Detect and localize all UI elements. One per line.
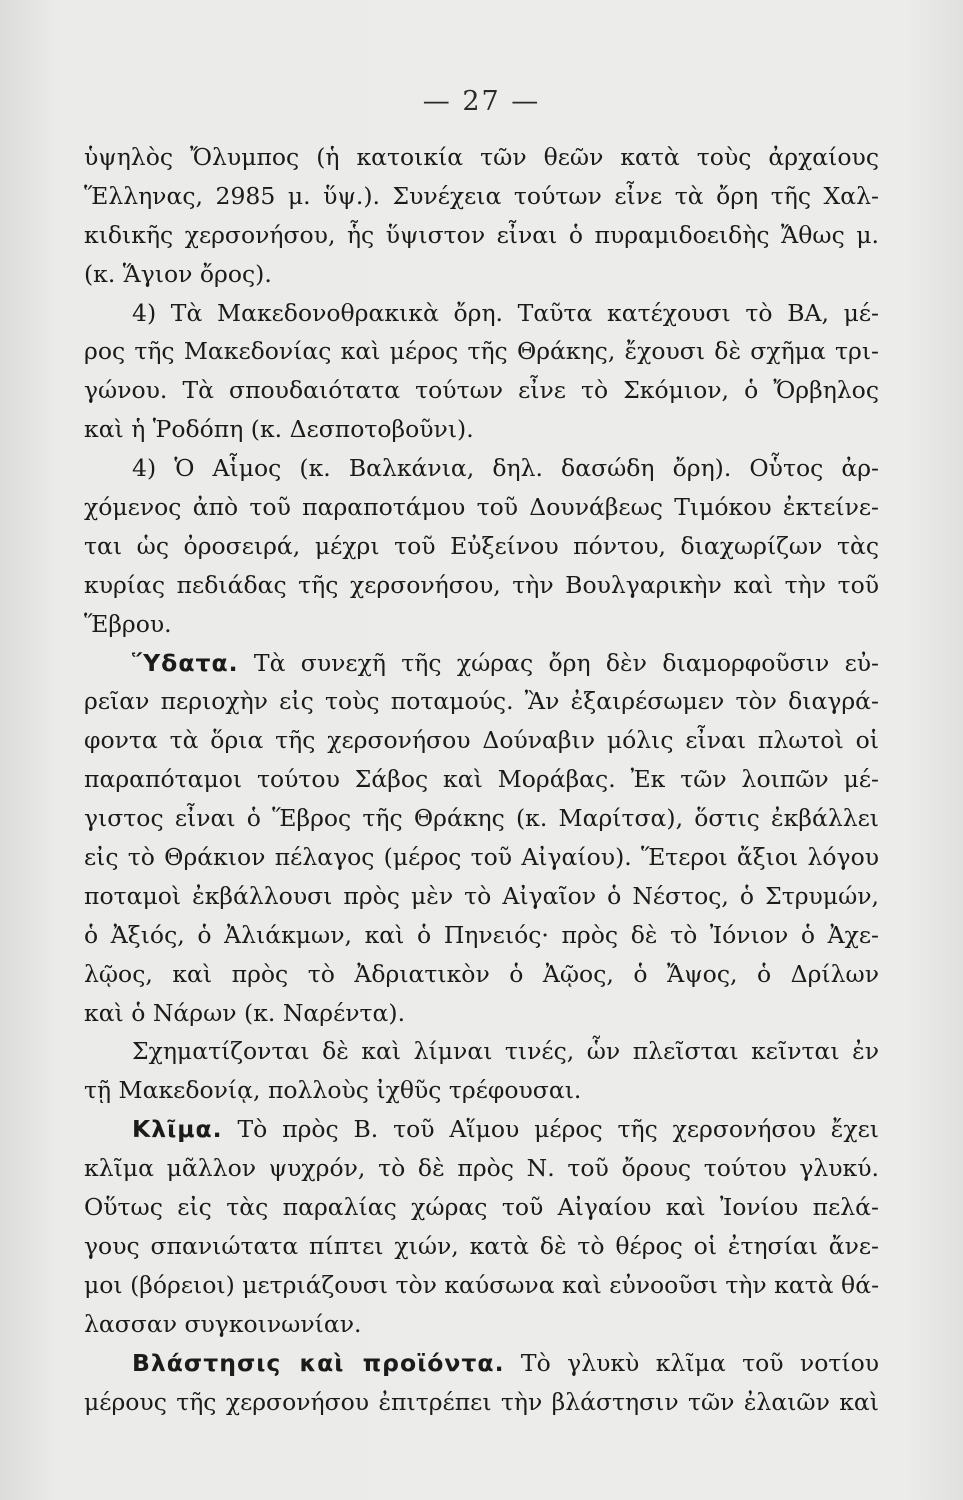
text-line: [84, 1344, 879, 1383]
text-line: ται ὡς ὀροσειρά, μέχρι τοῦ Εὐξείνου πόντου, διαχωρίζων τὰς: [84, 531, 879, 560]
text-line: ὁ Ἀξιός, ὁ Ἀλιάκμων, καὶ ὁ Πηνειός· πρὸς δὲ τὸ Ἰόνιον ὁ Ἀχε-: [84, 920, 879, 949]
text-line: γιστος εἶναι ὁ Ἕβρος τῆς Θράκης (κ. Μαρίτσα), ὅστις ἐκβάλλει: [84, 804, 879, 833]
section-heading: Βλάστησις καὶ προϊόντα.: [132, 1348, 505, 1377]
text-line: 4) Τὰ Μακεδονοθρακικὰ ὄρη. Ταῦτα κατέχουσι τὸ ΒΑ, μέ-: [132, 298, 879, 327]
text-line: καὶ ὁ Νάρων (κ. Ναρέντα).: [84, 998, 406, 1027]
text-line: γους σπανιώτατα πίπτει χιών, κατὰ δὲ τὸ θέρος οἱ ἐτησίαι ἄνε-: [84, 1231, 879, 1260]
text-line: ρος τῆς Μακεδονίας καὶ μέρος τῆς Θράκης, ἔχουσι δὲ σχῆμα τρι-: [84, 337, 879, 366]
text-line: μέρους τῆς χερσονήσου ἐπιτρέπει τὴν βλάστησιν τῶν ἐλαιῶν καὶ: [84, 1387, 879, 1416]
text-line: εἰς τὸ Θράκιον πέλαγος (μέρος τοῦ Αἰγαίου). Ἕτεροι ἄξιοι λόγου: [84, 843, 879, 872]
text-line: κυρίας πεδιάδας τῆς χερσονήσου, τὴν Βουλγαρικὴν καὶ τὴν τοῦ: [84, 570, 879, 599]
text-line: Ἕλληνας, 2985 μ. ὕψ.). Συνέχεια τούτων εἶνε τὰ ὄρη τῆς Χαλ-: [84, 181, 879, 210]
text-line: [84, 644, 879, 683]
text-line: χόμενος ἀπὸ τοῦ παραποτάμου τοῦ Δουνάβεως Τιμόκου ἐκτείνε-: [84, 493, 879, 522]
section-heading: Ὕδατα.: [132, 648, 239, 677]
text-line: παραπόταμοι τούτου Σάβος καὶ Μοράβας. Ἐκ τῶν λοιπῶν μέ-: [84, 765, 879, 794]
section-heading: Κλῖμα.: [132, 1115, 223, 1144]
text-line: ὑψηλὸς Ὄλυμπος (ἡ κατοικία τῶν θεῶν κατὰ τοὺς ἀρχαίους: [84, 143, 879, 171]
text-line: γώνου. Τὰ σπουδαιότατα τούτων εἶνε τὸ Σκόμιον, ὁ Ὄρβηλος: [84, 376, 879, 405]
text-line: λῷος, καὶ πρὸς τὸ Ἀδριατικὸν ὁ Ἀῷος, ὁ Ἄψος, ὁ Δρίλων: [84, 959, 879, 988]
body-text: [84, 138, 879, 1421]
line-text: Τὸ γλυκὺ κλῖμα τοῦ νοτίου: [504, 1348, 879, 1377]
line-text: Τὰ συνεχῆ τῆς χώρας ὄρη δὲν διαμορφοῦσιν εὐ-: [238, 648, 879, 677]
text-line: Σχηματίζονται δὲ καὶ λίμναι τινές, ὧν πλεῖσται κεῖνται ἐν: [132, 1037, 879, 1066]
text-line: Οὕτως εἰς τὰς παραλίας χώρας τοῦ Αἰγαίου καὶ Ἰονίου πελά-: [84, 1193, 879, 1222]
text-line: Ἕβρου.: [84, 609, 172, 638]
text-line: (κ. Ἅγιον ὄρος).: [84, 259, 272, 288]
text-line: ρεῖαν περιοχὴν εἰς τοὺς ποταμούς. Ἂν ἐξαιρέσωμεν τὸν διαγρά-: [84, 687, 879, 716]
text-line: κλῖμα μᾶλλον ψυχρόν, τὸ δὲ πρὸς Ν. τοῦ ὄρους τούτου γλυκύ.: [84, 1154, 879, 1183]
text-line: καὶ ἡ Ῥοδόπη (κ. Δεσποτοβοῦνι).: [84, 415, 474, 444]
text-line: τῇ Μακεδονίᾳ, πολλοὺς ἰχθῦς τρέφουσαι.: [84, 1076, 582, 1105]
text-line: κιδικῆς χερσονήσου, ἧς ὕψιστον εἶναι ὁ πυραμιδοειδὴς Ἄθως μ.: [84, 220, 879, 249]
text-line: λασσαν συγκοινωνίαν.: [84, 1309, 362, 1338]
line-text: Τὸ πρὸς Β. τοῦ Αἵμου μέρος τῆς χερσονήσου ἔχει: [222, 1115, 879, 1144]
text-line: φοντα τὰ ὅρια τῆς χερσονήσου Δούναβιν μόλις εἶναι πλωτοὶ οἱ: [84, 726, 879, 755]
text-line: ποταμοὶ ἐκβάλλουσι πρὸς μὲν τὸ Αἰγαῖον ὁ Νέστος, ὁ Στρυμών,: [84, 881, 879, 910]
text-line: 4) Ὁ Αἷμος (κ. Βαλκάνια, δηλ. δασώδη ὄρη). Οὗτος ἀρ-: [132, 454, 879, 483]
text-line: [84, 1110, 879, 1149]
text-line: μοι (βόρειοι) μετριάζουσι τὸν καύσωνα καὶ εὐνοοῦσι τὴν κατὰ θά-: [84, 1270, 879, 1299]
page-number: — 27 —: [422, 86, 541, 117]
